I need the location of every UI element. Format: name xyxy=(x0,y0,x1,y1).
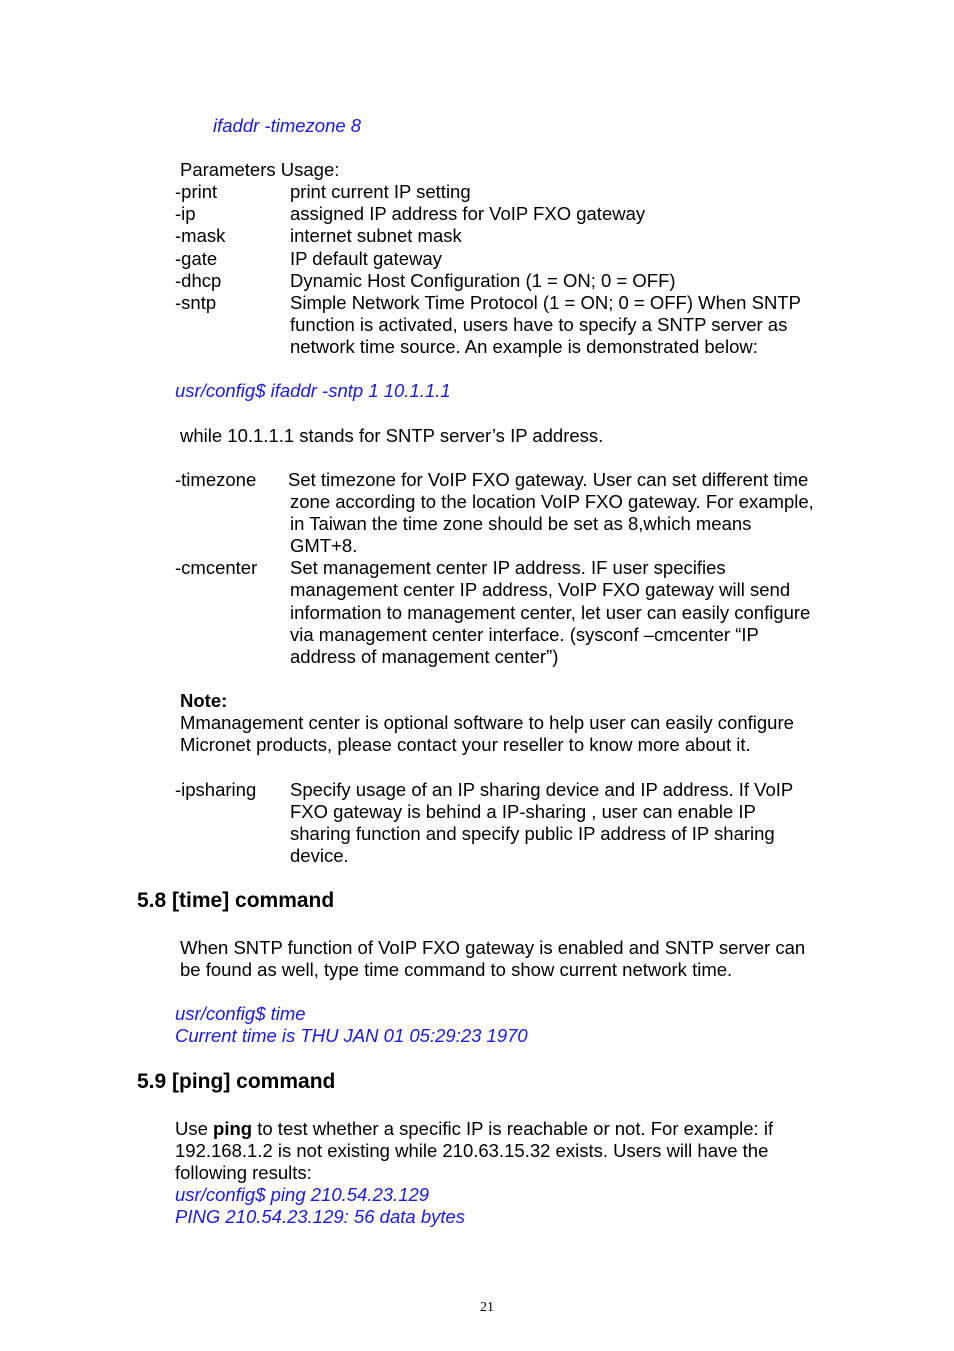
ping-text-post: to test whether a specific IP is reachable or not. For example: if xyxy=(252,1118,774,1139)
ping-text-pre: Use xyxy=(175,1118,214,1139)
param-desc: internet subnet mask xyxy=(290,225,462,246)
param-desc: management center IP address, VoIP FXO gateway will send xyxy=(290,579,791,600)
param-name: -gate xyxy=(175,248,218,269)
time-command-code: usr/config$ time xyxy=(175,1003,306,1024)
param-desc: print current IP setting xyxy=(290,181,471,202)
param-desc: assigned IP address for VoIP FXO gateway xyxy=(290,203,646,224)
top-example-code: ifaddr -timezone 8 xyxy=(213,115,362,136)
section-time-text: When SNTP function of VoIP FXO gateway is enabled and SNTP server can xyxy=(180,937,806,958)
param-desc: Set timezone for VoIP FXO gateway. User can set different time xyxy=(288,469,809,490)
ping-output-code: PING 210.54.23.129: 56 data bytes xyxy=(175,1206,466,1227)
param-desc: FXO gateway is behind a IP-sharing , user can enable IP xyxy=(290,801,756,822)
param-desc: IP default gateway xyxy=(290,248,442,269)
param-name: -cmcenter xyxy=(175,557,258,578)
note-line: Mmanagement center is optional software to help user can easily configure xyxy=(180,712,794,733)
section-time-heading: 5.8 [time] command xyxy=(137,889,335,912)
params-heading: Parameters Usage: xyxy=(180,159,340,180)
param-desc: Simple Network Time Protocol (1 = ON; 0 = OFF) When SNTP xyxy=(290,292,801,313)
param-desc: function is activated, users have to specify a SNTP server as xyxy=(290,314,788,335)
param-desc: GMT+8. xyxy=(290,535,358,556)
note-line: Micronet products, please contact your reseller to know more about it. xyxy=(180,734,751,755)
section-ping-text: 192.168.1.2 is not existing while 210.63.15.32 exists. Users will have the xyxy=(175,1140,769,1161)
page-number: 21 xyxy=(480,1300,494,1315)
sntp-example-code: usr/config$ ifaddr -sntp 1 10.1.1.1 xyxy=(175,380,451,401)
note-label: Note: xyxy=(180,690,228,711)
section-time-text: be found as well, type time command to show current network time. xyxy=(180,959,733,980)
sntp-note: while 10.1.1.1 stands for SNTP server’s IP address. xyxy=(180,425,604,446)
section-ping-text xyxy=(175,1118,773,1140)
param-name: -ip xyxy=(175,203,196,224)
ping-keyword: ping xyxy=(213,1118,253,1139)
time-output-code: Current time is THU JAN 01 05:29:23 1970 xyxy=(175,1025,528,1046)
param-desc: Set management center IP address. IF user specifies xyxy=(290,557,726,578)
param-name: -ipsharing xyxy=(175,779,257,800)
param-desc: Dynamic Host Configuration (1 = ON; 0 = OFF) xyxy=(290,270,676,291)
param-name: -dhcp xyxy=(175,270,222,291)
param-name: -sntp xyxy=(175,292,217,313)
param-desc: in Taiwan the time zone should be set as 8,which means xyxy=(290,513,752,534)
section-ping-text: following results: xyxy=(175,1162,312,1183)
param-desc: network time source. An example is demonstrated below: xyxy=(290,336,758,357)
param-name: -print xyxy=(175,181,218,202)
param-desc: zone according to the location VoIP FXO gateway. For example, xyxy=(290,491,814,512)
param-desc: sharing function and specify public IP address of IP sharing xyxy=(290,823,775,844)
param-desc: address of management center”) xyxy=(290,646,559,667)
param-name: -mask xyxy=(175,225,226,246)
param-desc: via management center interface. (sysconf –cmcenter “IP xyxy=(290,624,759,645)
param-name: -timezone xyxy=(175,469,257,490)
param-desc: device. xyxy=(290,845,349,866)
param-desc: Specify usage of an IP sharing device and IP address. If VoIP xyxy=(290,779,794,800)
section-ping-heading: 5.9 [ping] command xyxy=(137,1070,336,1093)
param-desc: information to management center, let user can easily configure xyxy=(290,602,811,623)
ping-command-code: usr/config$ ping 210.54.23.129 xyxy=(175,1184,430,1205)
